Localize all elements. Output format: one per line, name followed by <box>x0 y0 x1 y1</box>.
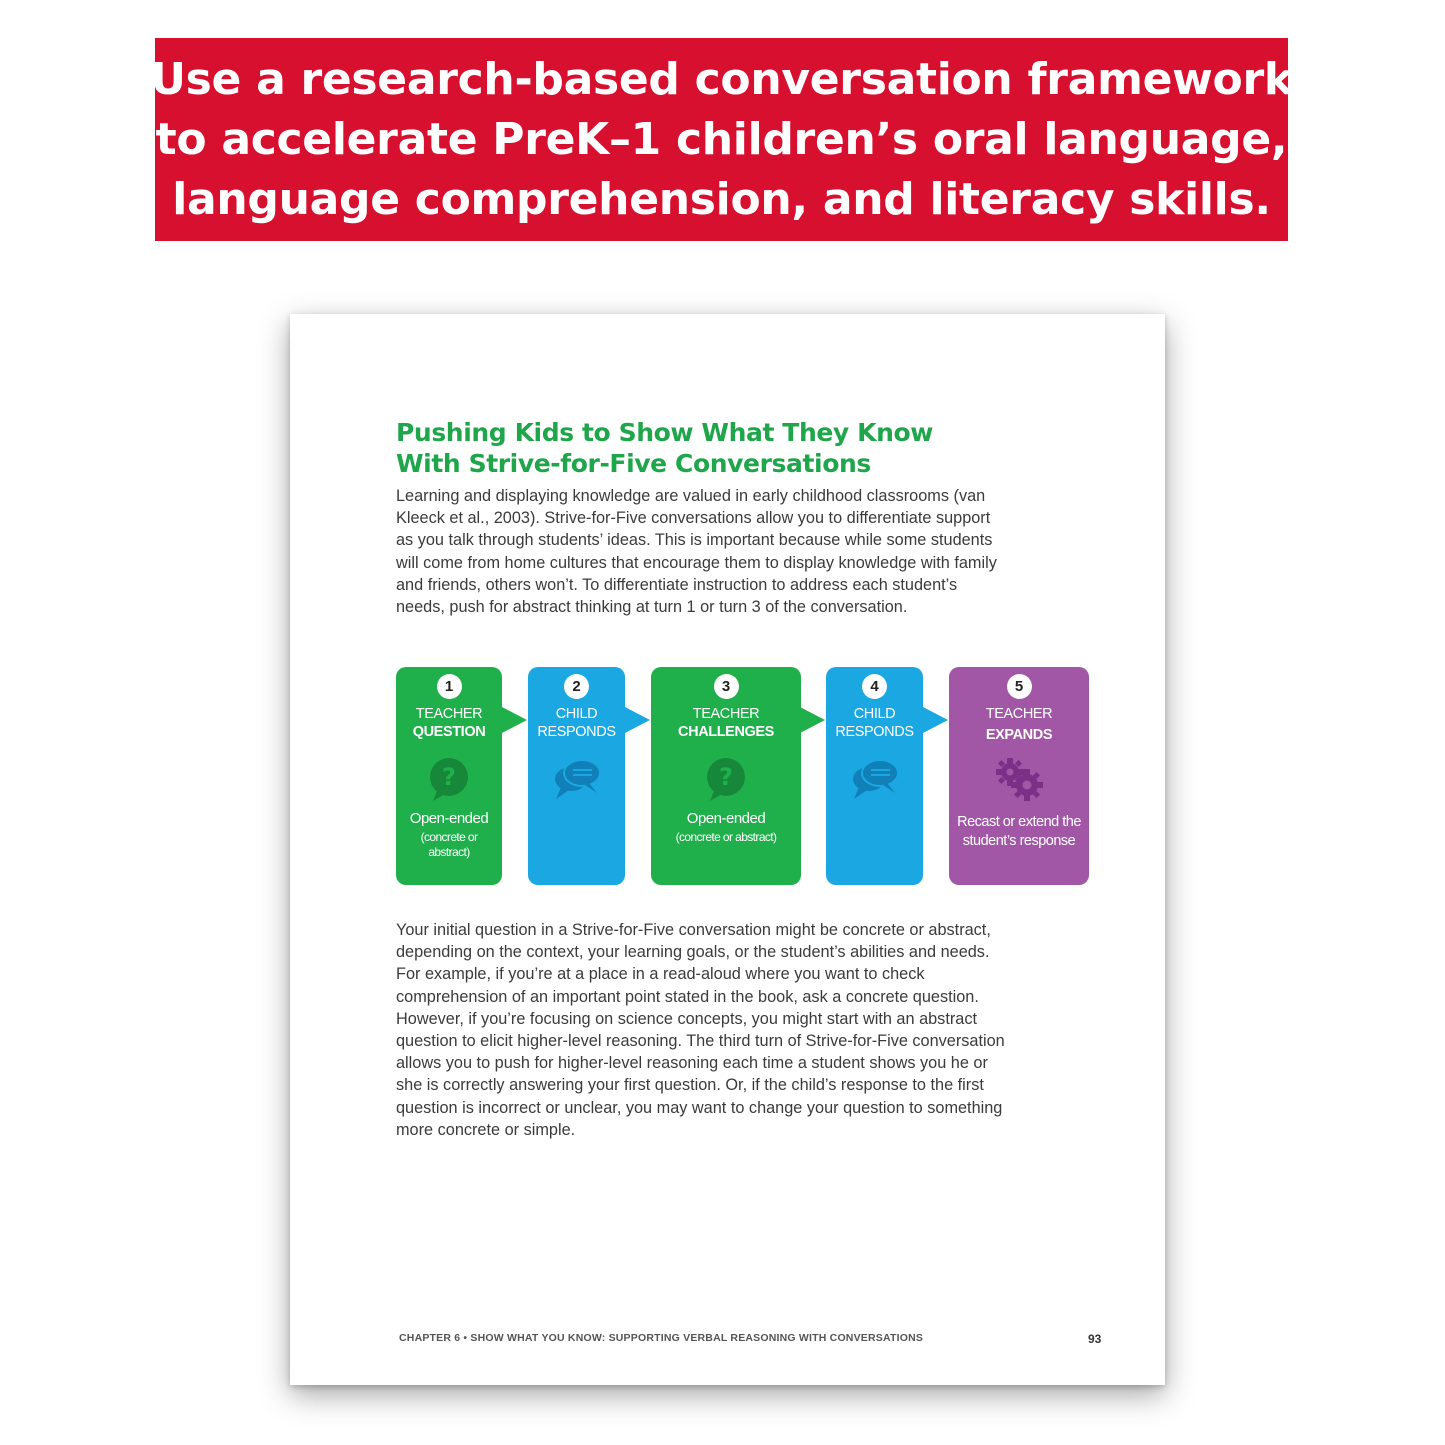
step-4-title: CHILD <box>853 706 896 722</box>
step-1-number: 1 <box>437 674 462 699</box>
page-heading <box>396 417 1036 479</box>
page-heading-line-1: Pushing Kids to Show What They Know <box>396 418 933 447</box>
book-page <box>290 314 1165 1385</box>
promo-banner <box>150 38 1293 241</box>
step-5-title: TEACHER <box>985 706 1053 722</box>
speech-bubbles-icon <box>551 755 603 803</box>
step-3-subtitle: CHALLENGES <box>678 724 774 740</box>
step-1-desc: Open-ended <box>409 810 489 827</box>
step-5-subtitle: EXPANDS <box>985 727 1053 743</box>
step-3-card <box>651 667 801 885</box>
step-4-subtitle: RESPONDS <box>835 724 914 740</box>
step-4-card <box>826 667 923 885</box>
step-4-number: 4 <box>862 674 887 699</box>
step-5-number: 5 <box>1007 674 1032 699</box>
question-bubble-icon <box>423 755 475 803</box>
step-1-card <box>396 667 502 885</box>
step-5-card <box>949 667 1089 885</box>
step-4-arrow <box>923 707 948 733</box>
step-2-number: 2 <box>564 674 589 699</box>
step-3-title: TEACHER <box>692 706 760 722</box>
step-2-card <box>528 667 625 885</box>
svg-text:?: ? <box>719 763 733 791</box>
step-1-title: TEACHER <box>415 706 483 722</box>
step-1-arrow <box>502 707 527 733</box>
banner-line-2: to accelerate PreK–1 children’s oral language, <box>155 113 1288 165</box>
running-footer: CHAPTER 6 • SHOW WHAT YOU KNOW: SUPPORTING VERBAL REASONING WITH CONVERSATIONS <box>399 1332 924 1344</box>
step-5-desc: Recast or extend the student’s response <box>957 814 1081 849</box>
page-heading-line-2: With Strive-for-Five Conversations <box>396 449 871 478</box>
gears-icon <box>993 755 1045 803</box>
body-paragraph: Your initial question in a Strive-for-Five conversation might be concrete or abstract, depending on the context, your learning goals, or the student’s abilities and needs. For example, if you’re at a place in a read-aloud where you want to check comprehension of an important point stated in the book, ask a concrete question. However, if you’re focusing on science concepts, you might start with an abstract question to elicit higher-level reasoning. The third turn of Strive-for-Five conversation allows you to push for higher-level reasoning each time a student shows you he or she is correctly answering your first question. Or, if the child’s response to the first question is incorrect or unclear, you may want to change your question to something more concrete or simple. <box>396 921 1005 1139</box>
banner-line-3: language comprehension, and literacy skills. <box>172 173 1271 225</box>
step-2-subtitle: RESPONDS <box>537 724 616 740</box>
intro-paragraph: Learning and displaying knowledge are valued in early childhood classrooms (van Kleeck et al., 2003). Strive-for-Five conversations allow you to differentiate support as you talk through students’ ideas. This is important because while some students will come from home cultures that encourage them to display knowledge with family and friends, others won’t. To differentiate instruction to address each student’s needs, push for abstract thinking at turn 1 or turn 3 of the conversation. <box>396 487 997 617</box>
step-3-desc: Open-ended <box>686 810 766 827</box>
step-2-arrow <box>625 707 650 733</box>
banner-line-1: Use a research-based conversation framework <box>150 53 1293 105</box>
step-1-subtitle: QUESTION <box>412 724 486 740</box>
step-3-note: (concrete or abstract) <box>675 830 777 844</box>
step-2-title: CHILD <box>555 706 598 722</box>
page-number: 93 <box>1088 1332 1102 1346</box>
step-3-number: 3 <box>714 674 739 699</box>
speech-bubbles-icon <box>849 755 901 803</box>
step-1-note: (concrete or abstract) <box>420 830 478 859</box>
svg-text:?: ? <box>442 763 456 791</box>
step-3-arrow <box>800 707 825 733</box>
question-bubble-icon <box>700 755 752 803</box>
